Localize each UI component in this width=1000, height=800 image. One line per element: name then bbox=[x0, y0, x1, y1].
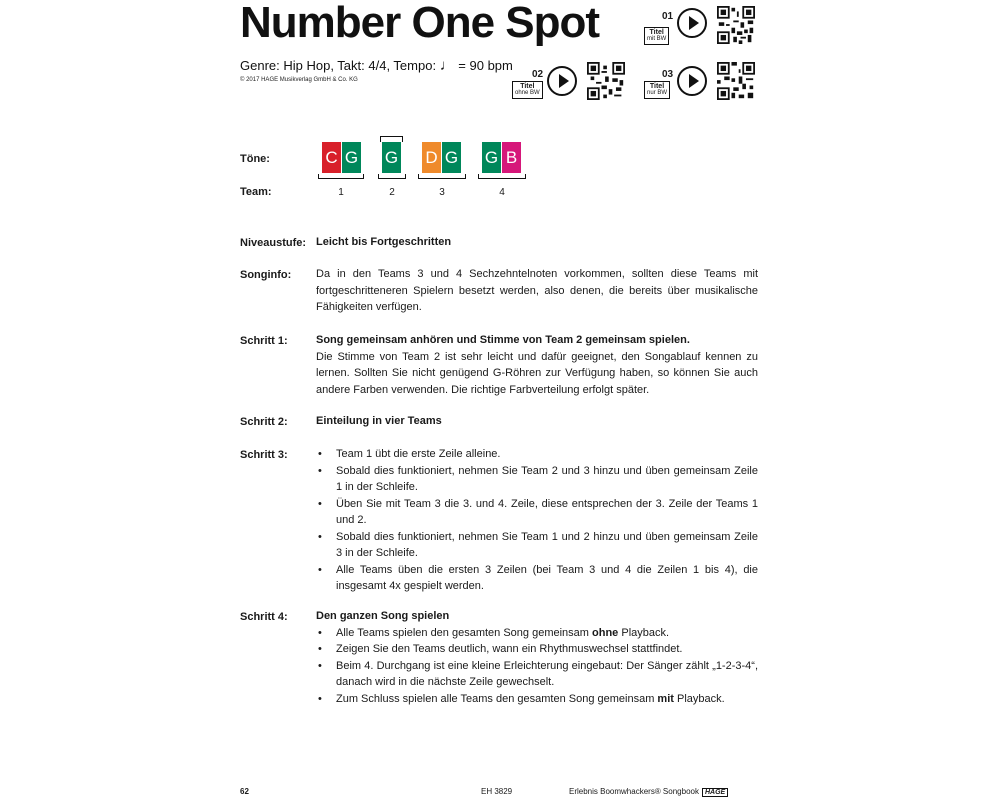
list-item-emphasis: mit bbox=[657, 692, 674, 705]
step-1-text: Die Stimme von Team 2 ist sehr leicht und dafür geeignet, den Songablauf kennen zu lernen. Sollten Sie nicht genügend G-Röhren zur Verfügung haben, so können Sie auch andere Farben verwenden. Die richtige Farbverteilung erfolgt später. bbox=[316, 350, 758, 396]
songinfo-text: Da in den Teams 3 und 4 Sechzehntelnoten vorkommen, sollten diese Teams mit fortgeschritteneren Spielern besetzt werden, also denen, die bereits über musikalische Fähigkeiten verfügen. bbox=[316, 268, 758, 313]
play-icon[interactable] bbox=[677, 66, 707, 96]
tone-tube bbox=[482, 142, 501, 173]
quarter-note-icon: ♩ bbox=[439, 57, 455, 74]
hage-logo: HAGE bbox=[702, 788, 728, 797]
step-4-list bbox=[316, 625, 758, 708]
team-bracket bbox=[418, 174, 466, 179]
track-label bbox=[644, 27, 669, 45]
tone-note: C bbox=[325, 148, 338, 167]
step-3-label: Schritt 3: bbox=[240, 449, 288, 461]
team-label: Team: bbox=[240, 186, 272, 198]
list-item-text: Playback. bbox=[618, 626, 670, 639]
list-item: • Sobald dies funktioniert, nehmen Sie Team 1 und 2 hinzu und üben gemeinsam Zeile 3 in der Schleife. bbox=[316, 529, 758, 562]
list-item: • Üben Sie mit Team 3 die 3. und 4. Zeile, diese entsprechen der 3. Zeile der Teams 1 und 2. bbox=[316, 496, 758, 529]
list-item: • Beim 4. Durchgang ist eine kleine Erleichterung eingebaut: Der Sänger zählt „1-2-3-4“, danach wird in die nächste Zeile gewechselt. bbox=[316, 658, 758, 691]
track-label bbox=[644, 81, 670, 99]
step-3-list bbox=[316, 446, 758, 595]
niveau-text: Leicht bis Fortgeschritten bbox=[316, 236, 452, 248]
step-4-heading: Den ganzen Song spielen bbox=[316, 610, 450, 622]
track-label-sub: ohne BW bbox=[515, 90, 540, 96]
step-2-body bbox=[316, 413, 758, 430]
track-label-sub: mit BW bbox=[647, 36, 667, 42]
book-code: EH 3829 bbox=[481, 787, 513, 796]
qr-code-icon bbox=[717, 6, 755, 44]
step-3-body bbox=[316, 446, 758, 595]
song-meta-suffix: = 90 bpm bbox=[454, 58, 513, 73]
track-label-title: Titel bbox=[520, 83, 535, 90]
tone-tube bbox=[342, 142, 361, 173]
list-item-text: Zum Schluss spielen alle Teams den gesamten Song gemeinsam bbox=[336, 692, 658, 705]
qr-code-icon bbox=[717, 62, 755, 100]
list-item: • Team 1 übt die erste Zeile alleine. bbox=[316, 446, 758, 463]
niveau-label: Niveaustufe: bbox=[240, 237, 307, 249]
list-item-text: Playback. bbox=[673, 692, 725, 705]
tone-note: B bbox=[505, 148, 518, 167]
team-bracket bbox=[478, 174, 526, 179]
team-number: 1 bbox=[338, 187, 344, 198]
step-1-label: Schritt 1: bbox=[240, 335, 288, 347]
team-number: 3 bbox=[439, 187, 445, 198]
track-label-title: Titel bbox=[649, 83, 665, 90]
track-label-sub: nur BW bbox=[647, 90, 668, 96]
list-item bbox=[316, 691, 758, 708]
tone-tube bbox=[382, 142, 401, 173]
track-label bbox=[512, 81, 543, 99]
track-label-title: Titel bbox=[649, 29, 664, 36]
songinfo-label: Songinfo: bbox=[240, 269, 292, 281]
track-number: 01 bbox=[662, 11, 674, 22]
track-number: 03 bbox=[662, 69, 674, 80]
step-2-heading: Einteilung in vier Teams bbox=[316, 415, 442, 427]
tone-note: G bbox=[344, 148, 359, 167]
list-item: • Sobald dies funktioniert, nehmen Sie Team 2 und 3 hinzu und üben gemeinsam Zeile 1 in der Schleife. bbox=[316, 463, 758, 496]
tone-tube bbox=[502, 142, 521, 173]
team-bracket bbox=[378, 174, 406, 179]
list-item-emphasis: ohne bbox=[592, 626, 619, 639]
book-title-text: Erlebnis Boomwhackers® Songbook bbox=[569, 787, 699, 796]
song-meta-prefix: Genre: Hip Hop, Takt: 4/4, Tempo: bbox=[240, 58, 440, 73]
tone-note: G bbox=[484, 148, 499, 167]
tone-note: G bbox=[444, 148, 459, 167]
tone-tube bbox=[322, 142, 341, 173]
tone-tube bbox=[422, 142, 441, 173]
step-1-body bbox=[316, 332, 758, 398]
step-1-heading: Song gemeinsam anhören und Stimme von Team 2 gemeinsam spielen. bbox=[316, 334, 690, 346]
tone-note: D bbox=[425, 148, 438, 167]
niveau-value bbox=[316, 234, 758, 251]
tone-note: G bbox=[384, 148, 399, 167]
list-item bbox=[316, 625, 758, 642]
page-title: Number One Spot bbox=[240, 0, 600, 47]
play-icon[interactable] bbox=[677, 8, 707, 38]
song-meta bbox=[240, 58, 513, 73]
team-number: 4 bbox=[499, 187, 505, 198]
list-item: • Zeigen Sie den Teams deutlich, wann ein Rhythmuswechsel stattfindet. bbox=[316, 641, 758, 658]
copyright: © 2017 HAGE Musikverlag GmbH & Co. KG bbox=[240, 77, 358, 83]
step-4-body bbox=[316, 608, 758, 707]
team-bracket bbox=[318, 174, 364, 179]
play-icon[interactable] bbox=[547, 66, 577, 96]
tones-label: Töne: bbox=[240, 153, 270, 165]
qr-code-icon bbox=[587, 62, 625, 100]
tone-tube bbox=[442, 142, 461, 173]
list-item: • Alle Teams üben die ersten 3 Zeilen (bei Team 3 und 4 die Zeilen 1 bis 4), die insgesamt 4x gespielt werden. bbox=[316, 562, 758, 595]
team-number: 2 bbox=[389, 187, 395, 198]
list-item-text: Alle Teams spielen den gesamten Song gemeinsam bbox=[336, 626, 593, 639]
page-number: 62 bbox=[240, 787, 249, 796]
book-title bbox=[569, 787, 728, 797]
step-4-label: Schritt 4: bbox=[240, 611, 288, 623]
step-2-label: Schritt 2: bbox=[240, 416, 288, 428]
track-number: 02 bbox=[532, 69, 544, 80]
